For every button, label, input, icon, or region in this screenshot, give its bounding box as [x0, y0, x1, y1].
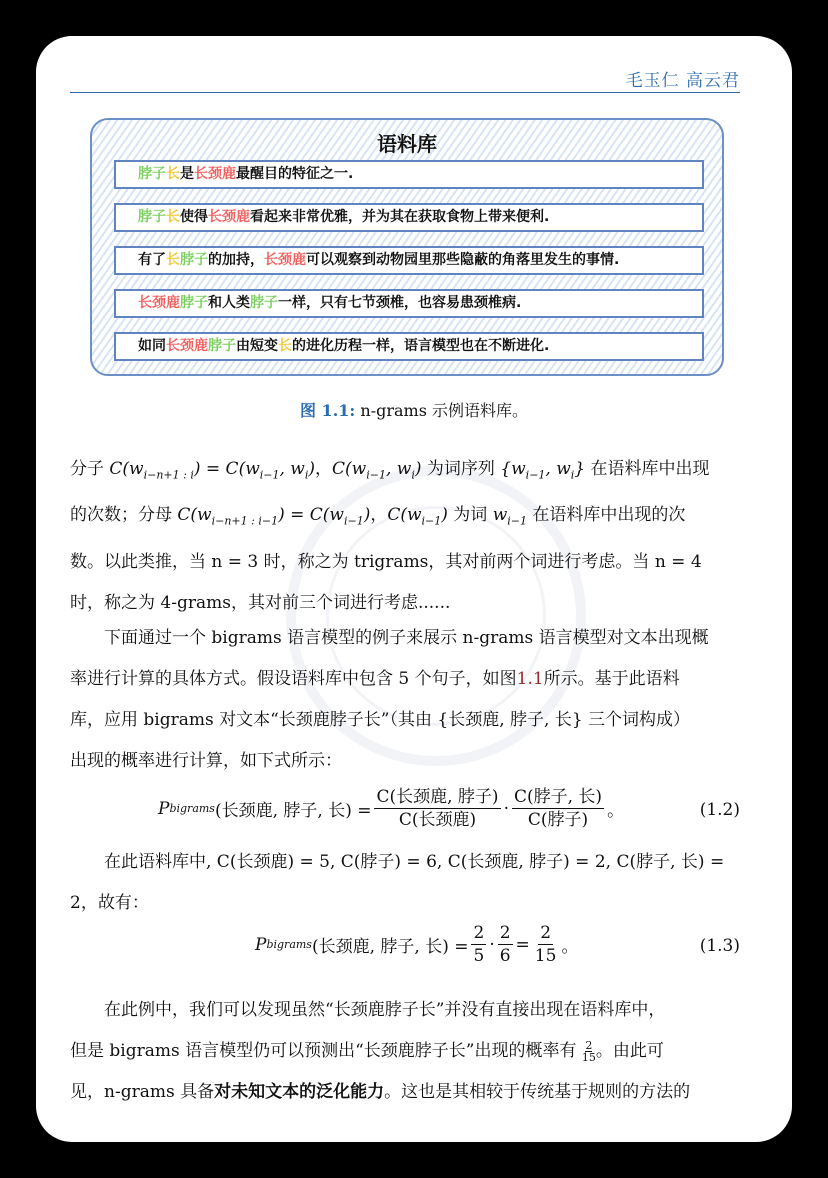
emphasis: 对未知文本的泛化能力	[214, 1082, 385, 1102]
paragraph-counts	[70, 842, 740, 924]
figure-reference-link[interactable]: 1.1	[516, 669, 544, 689]
para4-line3: 见，n-grams 具备对未知文本的泛化能力。这也是其相较于传统基于规则的方法的	[70, 1082, 691, 1102]
sentence-text: 可以观察到动物园里那些隐蔽的角落里发生的事情.	[306, 252, 620, 268]
sentence-text: 由短变	[236, 338, 278, 354]
highlighted-word: 脖子	[138, 209, 166, 225]
figure-label: 图 1.1:	[299, 401, 356, 420]
corpus-title: 语料库	[377, 132, 437, 156]
para3-line2: 2，故有：	[70, 893, 149, 913]
highlighted-word: 脖子	[180, 295, 208, 311]
equation-1-2: P bigrams (长颈鹿, 脖子, 长) = $\frac{\text{C(长颈鹿, 脖子)}}{\text{C(长颈鹿)}}$ · $\frac{\text{C(脖子, 长)}}{\text{C(脖子)}}$ 。 (1.2)	[158, 787, 740, 830]
highlighted-word: 脖子	[250, 295, 278, 311]
paragraph-numerator-denominator	[70, 449, 740, 624]
figure-caption-text: n-grams 示例语料库。	[355, 401, 529, 420]
equation-number: (1.3)	[699, 936, 740, 956]
formula: $C(w_{i-n+1 : i}) = C(w_{i-1}$, $w_i$)	[109, 459, 316, 482]
para1-line1: 分子 $C(w_{i-n+1 : i}) = C(w_{i-1}$, $w_i$)，$C(w_{i-1}$, $w_i$) 为词序列 {$w_{i-1}$, $w_i$} 在语料库中出现	[70, 459, 710, 482]
sentence-text: 最醒目的特征之一.	[236, 166, 354, 182]
running-header	[70, 64, 740, 93]
highlighted-word: 长颈鹿	[138, 295, 180, 311]
sentence-text: 一样，只有七节颈椎，也容易患颈椎病.	[278, 295, 522, 311]
sentence-text: 看起来非常优雅，并为其在获取食物上带来便利.	[250, 209, 550, 225]
corpus-sentence-3	[114, 246, 704, 275]
para2-line2: 率进行计算的具体方式。假设语料库中包含 5 个句子，如图1.1所示。基于此语料	[70, 669, 680, 689]
sentence-text: 使得	[180, 209, 208, 225]
header-authors: 毛玉仁 高云君	[625, 71, 740, 91]
para1-line2: 的次数；分母 $C(w_{i-n+1 : i-1}) = C(w_{i-1})$，$C(w_{i-1})$ 为词 $w_{i-1}$ 在语料库中出现的次	[70, 505, 686, 528]
highlighted-word: 长颈鹿	[166, 338, 208, 354]
sentence-text: 有了	[138, 252, 166, 268]
highlighted-word: 长颈鹿	[264, 252, 306, 268]
sentence-text: 和人类	[208, 295, 250, 311]
sentence-text: 是	[180, 166, 194, 182]
fraction: $\frac{\text{C(长颈鹿, 脖子)}}{\text{C(长颈鹿)}}$	[376, 787, 499, 830]
para3-line1: 在此语料库中, C(长颈鹿) = 5, C(脖子) = 6, C(长颈鹿, 脖子) = 2, C(脖子, 长) =	[104, 852, 725, 872]
para2-line4: 出现的概率进行计算，如下式所示：	[70, 751, 342, 771]
highlighted-word: 脖子	[138, 166, 166, 182]
highlighted-word: 长	[166, 252, 180, 268]
sentence-text: 的进化历程一样，语言模型也在不断进化.	[292, 338, 550, 354]
para1-line4: 时，称之为 4-grams，其对前三个词进行考虑......	[70, 592, 451, 613]
highlighted-word: 脖子	[208, 338, 236, 354]
corpus-sentence-4	[114, 289, 704, 318]
equation-number: (1.2)	[699, 800, 740, 820]
para4-line1: 在此例中，我们可以发现虽然“长颈鹿脖子长”并没有直接出现在语料库中，	[104, 1000, 666, 1020]
corpus-sentence-2	[114, 203, 704, 232]
fraction: $\frac{\text{C(脖子, 长)}}{\text{C(脖子)}}$	[513, 787, 603, 830]
para4-line2: 但是 bigrams 语言模型仍可以预测出“长颈鹿脖子长”出现的概率有 $\frac{2}{15}$ 。由此可	[70, 1039, 664, 1064]
corpus-figure	[90, 118, 724, 376]
highlighted-word: 脖子	[180, 252, 208, 268]
inline-fraction: $\frac{2}{15}$	[581, 1039, 596, 1064]
para2-line1: 下面通过一个 bigrams 语言模型的例子来展示 n-grams 语言模型对文本出现概	[104, 628, 709, 648]
para1-line3: 数。以此类推，当 n = 3 时，称之为 trigrams，其对前两个词进行考虑。当 n = 4	[70, 551, 702, 572]
highlighted-word: 长颈鹿	[194, 166, 236, 182]
equation-1-3: P bigrams (长颈鹿, 脖子, 长) = $\frac{2}{5}$ · $\frac{2}{6}$ = $\frac{2}{15}$ 。 (1.3)	[255, 923, 740, 966]
sentence-text: 如同	[138, 338, 166, 354]
paragraph-generalization	[70, 990, 740, 1113]
highlighted-word: 长	[278, 338, 292, 354]
corpus-sentence-5	[114, 332, 704, 361]
highlighted-word: 长颈鹿	[208, 209, 250, 225]
paper-page	[36, 36, 792, 1142]
highlighted-word: 长	[166, 209, 180, 225]
corpus-sentence-1	[114, 160, 704, 189]
figure-caption	[36, 398, 792, 421]
highlighted-word: 长	[166, 166, 180, 182]
para2-line3: 库，应用 bigrams 对文本“长颈鹿脖子长”（其由 {长颈鹿, 脖子, 长} 三个词构成）	[70, 710, 691, 730]
paragraph-bigrams-example	[70, 618, 740, 782]
sentence-text: 的加持，	[208, 252, 264, 268]
